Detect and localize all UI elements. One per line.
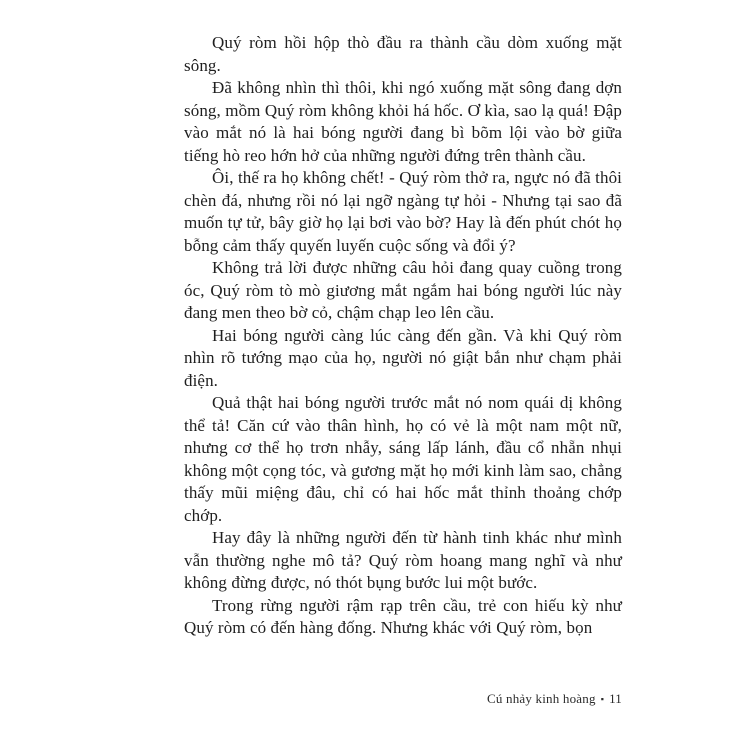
page-text-column bbox=[184, 32, 622, 640]
paragraph: Hay đây là những người đến từ hành tinh khác như mình vẫn thường nghe mô tả? Quý ròm hoang mang nghĩ và như không đừng được, nó thót bụng bước lui một bước. bbox=[184, 528, 622, 592]
paragraph: Trong rừng người rậm rạp trên cầu, trẻ con hiếu kỳ như Quý ròm có đến hàng đống. Nhưng khác với Quý ròm, bọn bbox=[184, 595, 622, 637]
paragraph: Hai bóng người càng lúc càng đến gần. Và khi Quý ròm nhìn rõ tướng mạo của họ, người nó giật bắn như chạm phải điện. bbox=[184, 325, 622, 390]
paragraph: Ôi, thế ra họ không chết! - Quý ròm thở ra, ngực nó đã thôi chèn đá, nhưng rồi nó lại ngỡ ngàng tự hỏi - Nhưng tại sao đã muốn tự tử, bây giờ họ lại bơi vào bờ? Hay là đến phút chót họ bỗng cảm thấy quyến luyến cuộc sống và đổi ý? bbox=[184, 168, 622, 255]
paragraph: Không trả lời được những câu hỏi đang quay cuồng trong óc, Quý ròm tò mò giương mắt ngắm hai bóng người lúc này đang men theo bờ cỏ, chậm chạp leo lên cầu. bbox=[184, 258, 622, 322]
page-footer bbox=[184, 691, 622, 707]
footer-book-title: Cú nhảy kinh hoàng bbox=[487, 691, 596, 706]
paragraph: Quả thật hai bóng người trước mắt nó nom quái dị không thể tả! Căn cứ vào thân hình, họ có vẻ là một nam một nữ, nhưng cơ thể họ trơn nhẫy, sáng lấp lánh, đầu cổ nhẵn nhụi không một cọng tóc, và gương mặt họ mới kinh làm sao, chẳng thấy mũi miệng đâu, chỉ có hai hốc mắt thỉnh thoảng chớp chớp. bbox=[184, 393, 622, 525]
footer-separator-icon: ▪ bbox=[600, 694, 605, 704]
footer-page-number: 11 bbox=[609, 691, 622, 706]
paragraph: Đã không nhìn thì thôi, khi ngó xuống mặt sông đang dợn sóng, mồm Quý ròm không khỏi há hốc. Ơ kìa, sao lạ quá! Đập vào mắt nó là hai bóng người đang bì bõm lội vào bờ giữa tiếng hò reo hớn hở của những người đứng trên thành cầu. bbox=[184, 78, 622, 165]
paragraph: Quý ròm hồi hộp thò đầu ra thành cầu dòm xuống mặt sông. bbox=[184, 33, 622, 75]
